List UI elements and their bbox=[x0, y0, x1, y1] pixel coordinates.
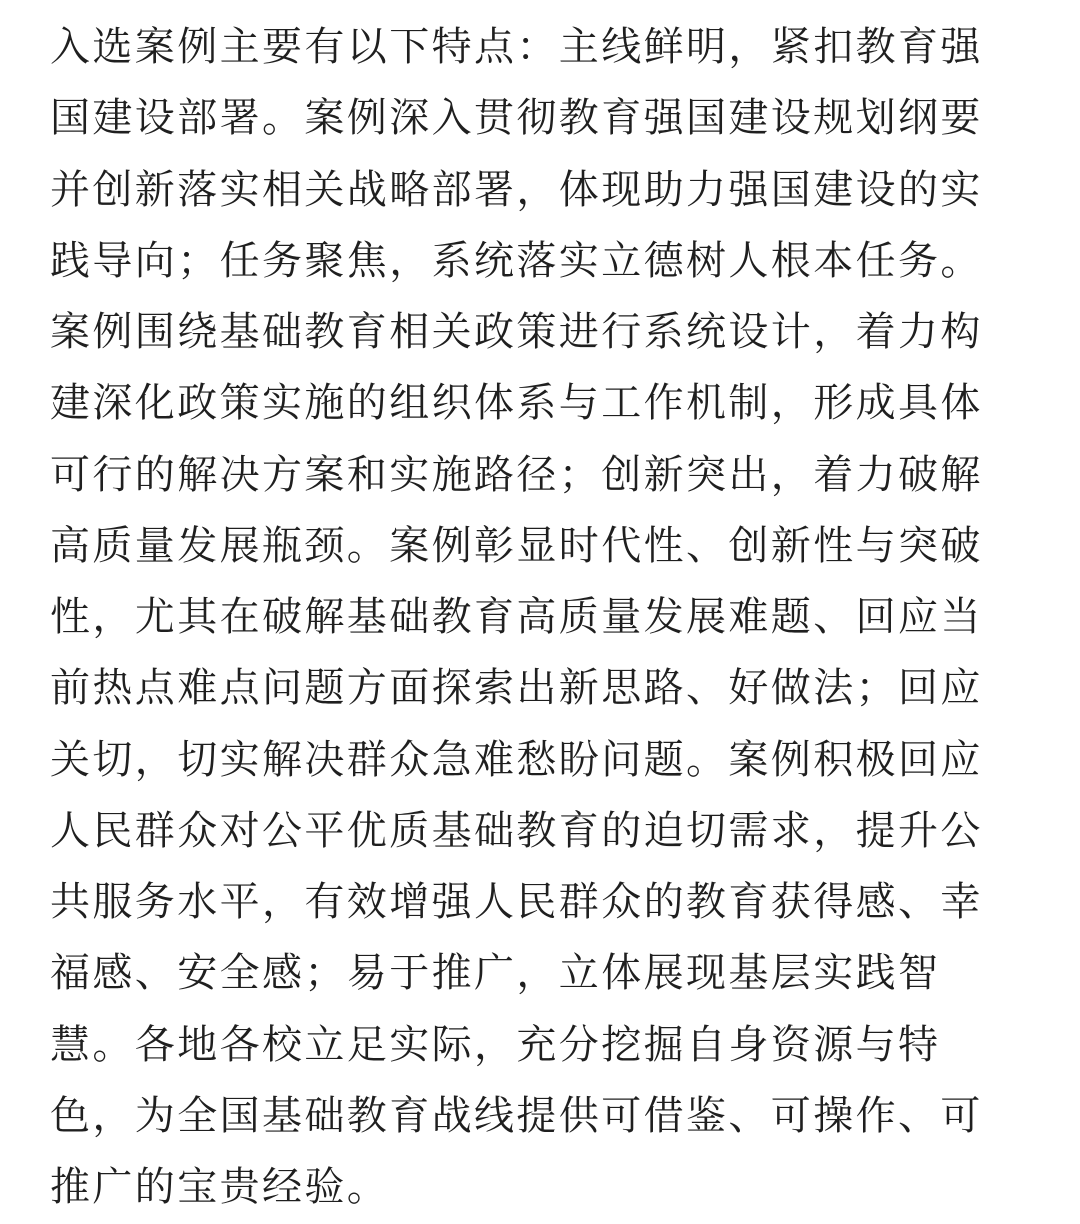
paragraph-line: 人民群众对公平优质基础教育的迫切需求，提升公 bbox=[50, 807, 983, 854]
paragraph-line: 案例围绕基础教育相关政策进行系统设计，着力构 bbox=[50, 309, 983, 355]
paragraph-line: 福感、安全感；易于推广，立体展现基层实践智 bbox=[50, 950, 941, 997]
paragraph-line: 并创新落实相关战略部署，体现助力强国建设的实 bbox=[50, 166, 983, 213]
paragraph-line: 践导向；任务聚焦，系统落实立德树人根本任务。 bbox=[50, 237, 983, 284]
paragraph-line: 国建设部署。案例深入贯彻教育强国建设规划纲要 bbox=[50, 95, 983, 142]
paragraph-line: 推广的宝贵经验。 bbox=[50, 1164, 390, 1210]
paragraph-line: 共服务水平，有效增强人民群众的教育获得感、幸 bbox=[50, 879, 983, 925]
paragraph-line: 入选案例主要有以下特点：主线鲜明，紧扣教育强 bbox=[50, 24, 983, 70]
paragraph-line: 慧。各地各校立足实际，充分挖掘自身资源与特 bbox=[50, 1021, 941, 1068]
article-paragraph bbox=[50, 12, 1040, 1223]
paragraph-line: 高质量发展瓶颈。案例彰显时代性、创新性与突破 bbox=[50, 522, 983, 569]
paragraph-line: 关切，切实解决群众急难愁盼问题。案例积极回应 bbox=[50, 736, 983, 783]
paragraph-line: 可行的解决方案和实施路径；创新突出，着力破解 bbox=[50, 451, 983, 498]
paragraph-line: 前热点难点问题方面探索出新思路、好做法；回应 bbox=[50, 665, 983, 712]
paragraph-line: 色，为全国基础教育战线提供可借鉴、可操作、可 bbox=[50, 1092, 983, 1139]
paragraph-line: 性，尤其在破解基础教育高质量发展难题、回应当 bbox=[50, 594, 983, 640]
paragraph-line: 建深化政策实施的组织体系与工作机制，形成具体 bbox=[50, 380, 983, 427]
